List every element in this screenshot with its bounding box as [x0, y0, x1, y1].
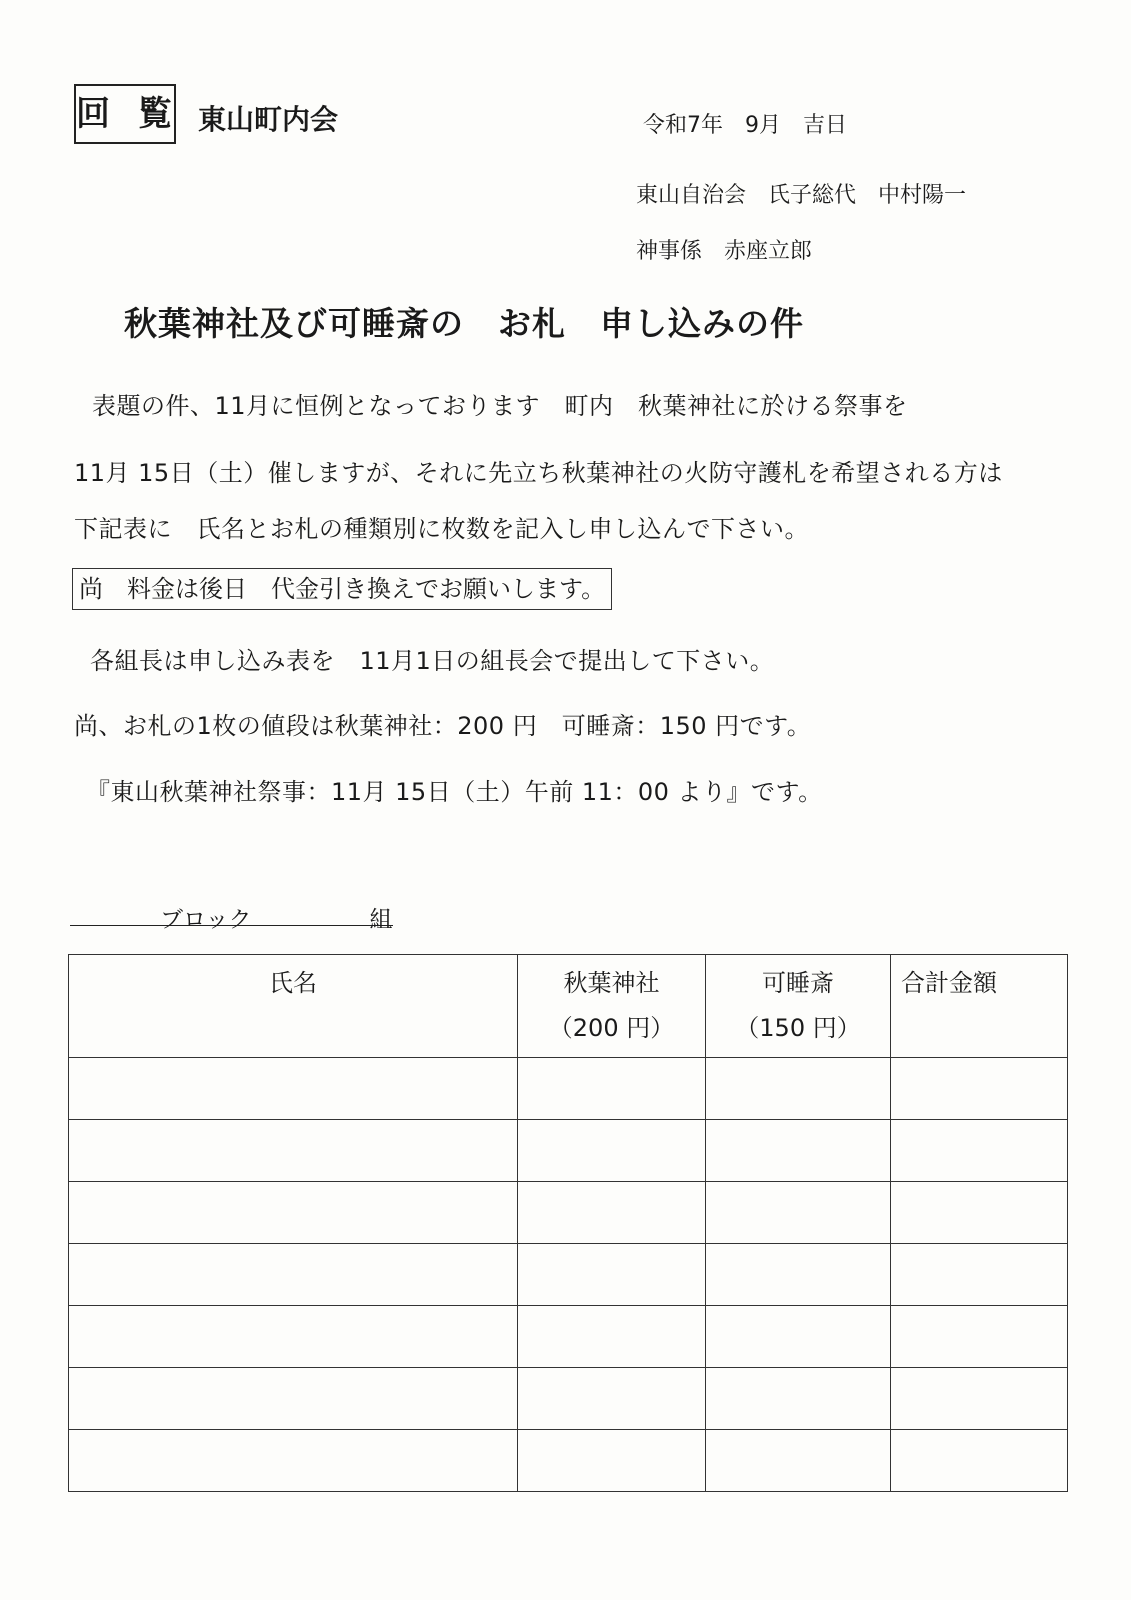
document-title: 秋葉神社及び可睡斎の お札 申し込みの件 [124, 304, 804, 343]
total-cell[interactable] [891, 1368, 1068, 1430]
total-cell[interactable] [891, 1306, 1068, 1368]
block-blank[interactable] [70, 901, 160, 926]
body-line-1: 表題の件、11月に恒例となっております 町内 秋葉神社に於ける祭事を [92, 392, 908, 420]
total-cell[interactable] [891, 1120, 1068, 1182]
table-row [69, 1368, 1068, 1430]
kumi-label: 組 [370, 901, 393, 926]
body-line-2: 11月 15日（土）催しますが、それに先立ち秋葉神社の火防守護札を希望される方は [74, 459, 1003, 487]
name-cell[interactable] [69, 1182, 518, 1244]
name-cell[interactable] [69, 1120, 518, 1182]
col-total-label: 合計金額 [901, 969, 997, 997]
kairan-stamp: 回 覧 [74, 84, 176, 144]
name-cell[interactable] [69, 1244, 518, 1306]
table-row [69, 1430, 1068, 1492]
body-line-6: 『東山秋葉神社祭事：11月 15日（土）午前 11：00 より』です。 [86, 778, 823, 806]
total-cell[interactable] [891, 1182, 1068, 1244]
name-cell[interactable] [69, 1368, 518, 1430]
col-kasuisai-label: 可睡斎 [762, 969, 834, 997]
table-row [69, 1120, 1068, 1182]
total-cell[interactable] [891, 1244, 1068, 1306]
issue-date: 令和7年 9月 吉日 [643, 113, 847, 138]
col-akiba-label: 秋葉神社 [563, 969, 660, 997]
akiba-count-cell[interactable] [518, 1368, 706, 1430]
block-label: ブロック [160, 901, 252, 926]
kasuisai-count-cell[interactable] [706, 1058, 891, 1120]
table-header-row [69, 955, 1068, 1058]
col-name-label: 氏名 [269, 969, 317, 997]
sender-line-2: 神事係 赤座立郎 [636, 239, 813, 264]
col-name [69, 955, 518, 1058]
kasuisai-count-cell[interactable] [706, 1368, 891, 1430]
name-cell[interactable] [69, 1306, 518, 1368]
akiba-count-cell[interactable] [518, 1306, 706, 1368]
body-line-3: 下記表に 氏名とお札の種類別に枚数を記入し申し込んで下さい。 [74, 515, 809, 543]
akiba-count-cell[interactable] [518, 1182, 706, 1244]
total-cell[interactable] [891, 1430, 1068, 1492]
table-row [69, 1244, 1068, 1306]
application-table [68, 954, 1068, 1492]
akiba-count-cell[interactable] [518, 1120, 706, 1182]
kumi-blank[interactable] [252, 901, 370, 926]
col-akiba-price: （200 円） [548, 1014, 675, 1042]
name-cell[interactable] [69, 1058, 518, 1120]
name-cell[interactable] [69, 1430, 518, 1492]
body-line-4: 各組長は申し込み表を 11月1日の組長会で提出して下さい。 [90, 647, 775, 675]
col-kasuisai [706, 955, 891, 1058]
akiba-count-cell[interactable] [518, 1430, 706, 1492]
col-kasuisai-price: （150 円） [735, 1014, 861, 1042]
block-kumi-line [70, 900, 393, 933]
sender-line-1: 東山自治会 氏子総代 中村陽一 [636, 183, 967, 208]
kasuisai-count-cell[interactable] [706, 1182, 891, 1244]
kasuisai-count-cell[interactable] [706, 1306, 891, 1368]
total-cell[interactable] [891, 1058, 1068, 1120]
col-akiba [518, 955, 706, 1058]
kasuisai-count-cell[interactable] [706, 1244, 891, 1306]
table-row [69, 1306, 1068, 1368]
table-row [69, 1058, 1068, 1120]
table-row [69, 1182, 1068, 1244]
body-line-5: 尚、お札の1枚の値段は秋葉神社：200 円 可睡斎：150 円です。 [74, 712, 812, 740]
akiba-count-cell[interactable] [518, 1244, 706, 1306]
organization-name: 東山町内会 [198, 103, 339, 136]
payment-notice: 尚 料金は後日 代金引き換えでお願いします。 [72, 568, 612, 610]
col-total [891, 955, 1068, 1058]
kasuisai-count-cell[interactable] [706, 1120, 891, 1182]
kasuisai-count-cell[interactable] [706, 1430, 891, 1492]
akiba-count-cell[interactable] [518, 1058, 706, 1120]
